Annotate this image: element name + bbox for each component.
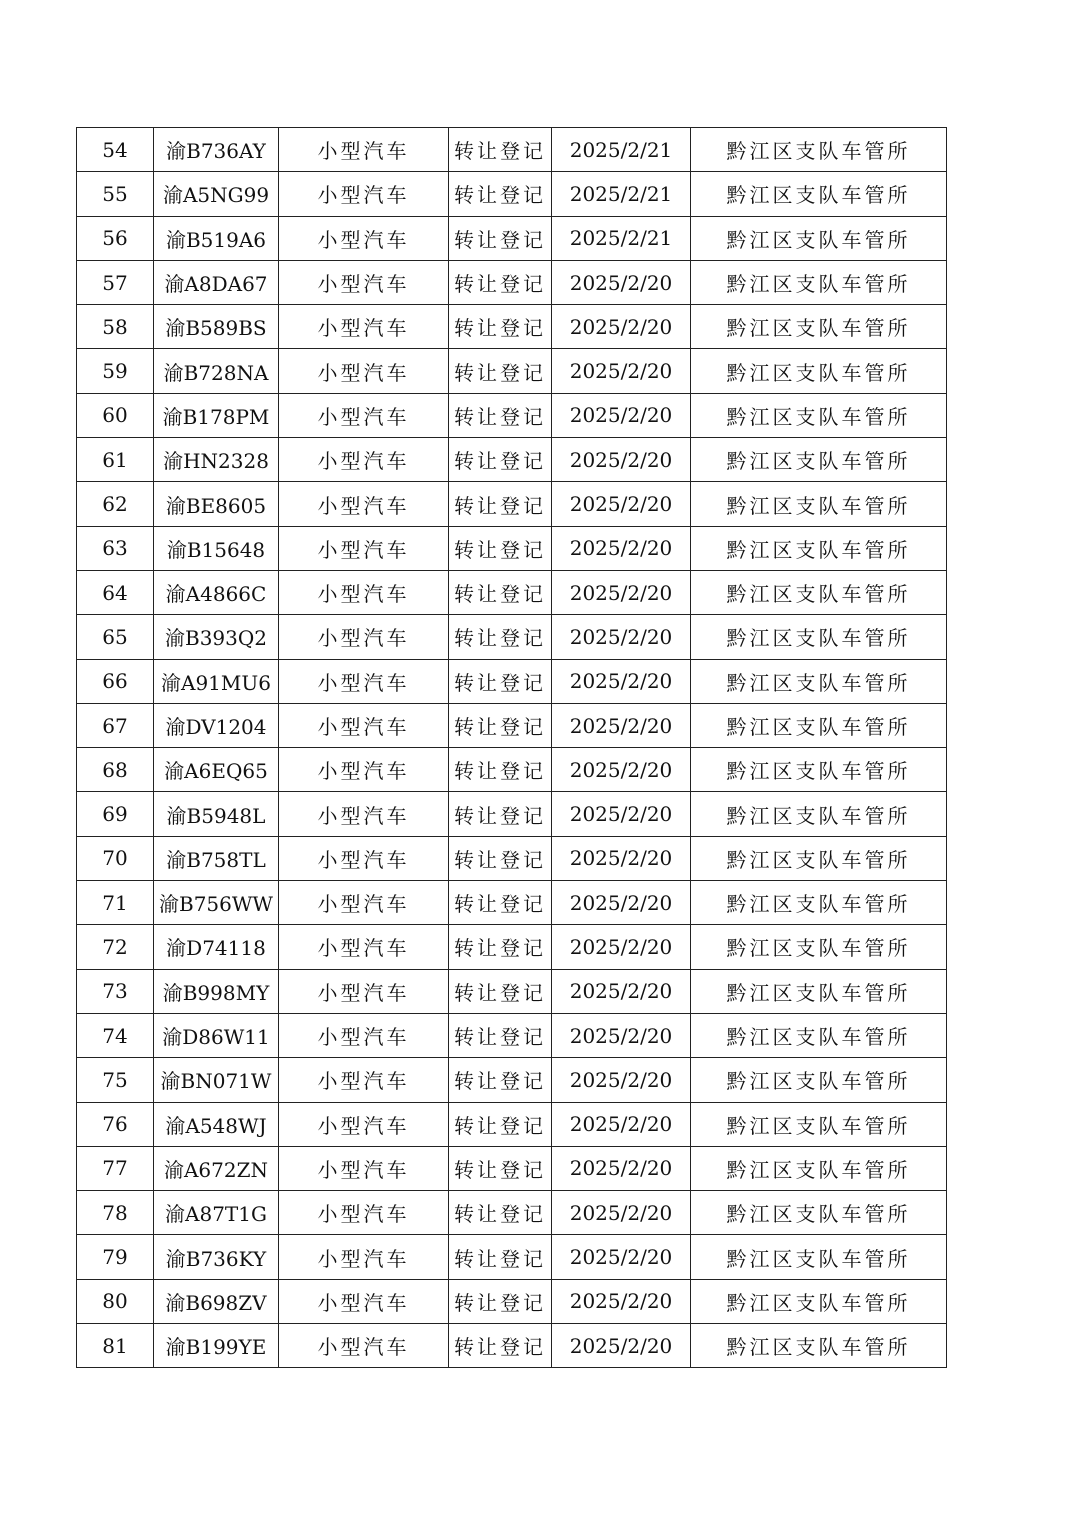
vehicle-type: 小型汽车 — [279, 1324, 449, 1368]
transaction-date: 2025/2/20 — [552, 881, 691, 925]
plate-number: 渝B393Q2 — [154, 615, 279, 659]
transaction-date: 2025/2/20 — [552, 260, 691, 304]
handling-office: 黔江区支队车管所 — [691, 1324, 947, 1368]
row-number: 79 — [77, 1235, 154, 1279]
business-type: 转让登记 — [449, 1058, 552, 1102]
handling-office: 黔江区支队车管所 — [691, 836, 947, 880]
plate-number: 渝B199YE — [154, 1324, 279, 1368]
business-type: 转让登记 — [449, 128, 552, 172]
plate-number: 渝A672ZN — [154, 1146, 279, 1190]
vehicle-type: 小型汽车 — [279, 1191, 449, 1235]
handling-office: 黔江区支队车管所 — [691, 260, 947, 304]
vehicle-type: 小型汽车 — [279, 748, 449, 792]
handling-office: 黔江区支队车管所 — [691, 659, 947, 703]
table-row — [77, 1235, 947, 1279]
business-type: 转让登记 — [449, 615, 552, 659]
row-number: 72 — [77, 925, 154, 969]
business-type: 转让登记 — [449, 482, 552, 526]
plate-number: 渝BE8605 — [154, 482, 279, 526]
transaction-date: 2025/2/20 — [552, 703, 691, 747]
business-type: 转让登记 — [449, 1146, 552, 1190]
plate-number: 渝BN071W — [154, 1058, 279, 1102]
row-number: 61 — [77, 438, 154, 482]
row-number: 71 — [77, 881, 154, 925]
business-type: 转让登记 — [449, 438, 552, 482]
handling-office: 黔江区支队车管所 — [691, 925, 947, 969]
plate-number: 渝B15648 — [154, 526, 279, 570]
row-number: 77 — [77, 1146, 154, 1190]
table-row — [77, 482, 947, 526]
row-number: 70 — [77, 836, 154, 880]
row-number: 64 — [77, 570, 154, 614]
row-number: 76 — [77, 1102, 154, 1146]
handling-office: 黔江区支队车管所 — [691, 438, 947, 482]
vehicle-type: 小型汽车 — [279, 836, 449, 880]
table-row — [77, 526, 947, 570]
plate-number: 渝B758TL — [154, 836, 279, 880]
vehicle-record-table — [76, 127, 947, 1368]
business-type: 转让登记 — [449, 305, 552, 349]
table-row — [77, 1279, 947, 1323]
handling-office: 黔江区支队车管所 — [691, 393, 947, 437]
handling-office: 黔江区支队车管所 — [691, 969, 947, 1013]
vehicle-type: 小型汽车 — [279, 260, 449, 304]
business-type: 转让登记 — [449, 881, 552, 925]
plate-number: 渝B736KY — [154, 1235, 279, 1279]
handling-office: 黔江区支队车管所 — [691, 703, 947, 747]
row-number: 62 — [77, 482, 154, 526]
business-type: 转让登记 — [449, 792, 552, 836]
transaction-date: 2025/2/20 — [552, 305, 691, 349]
handling-office: 黔江区支队车管所 — [691, 1279, 947, 1323]
business-type: 转让登记 — [449, 836, 552, 880]
table-row — [77, 1102, 947, 1146]
business-type: 转让登记 — [449, 1191, 552, 1235]
plate-number: 渝A5NG99 — [154, 172, 279, 216]
transaction-date: 2025/2/20 — [552, 925, 691, 969]
plate-number: 渝B589BS — [154, 305, 279, 349]
plate-number: 渝A91MU6 — [154, 659, 279, 703]
handling-office: 黔江区支队车管所 — [691, 128, 947, 172]
plate-number: 渝A6EQ65 — [154, 748, 279, 792]
business-type: 转让登记 — [449, 1279, 552, 1323]
table-row — [77, 570, 947, 614]
transaction-date: 2025/2/20 — [552, 349, 691, 393]
business-type: 转让登记 — [449, 1235, 552, 1279]
table-row — [77, 1146, 947, 1190]
plate-number: 渝B728NA — [154, 349, 279, 393]
vehicle-type: 小型汽车 — [279, 1146, 449, 1190]
plate-number: 渝D74118 — [154, 925, 279, 969]
vehicle-type: 小型汽车 — [279, 659, 449, 703]
table-row — [77, 438, 947, 482]
business-type: 转让登记 — [449, 570, 552, 614]
business-type: 转让登记 — [449, 1013, 552, 1057]
handling-office: 黔江区支队车管所 — [691, 1102, 947, 1146]
transaction-date: 2025/2/21 — [552, 128, 691, 172]
plate-number: 渝A87T1G — [154, 1191, 279, 1235]
row-number: 78 — [77, 1191, 154, 1235]
business-type: 转让登记 — [449, 659, 552, 703]
vehicle-type: 小型汽车 — [279, 570, 449, 614]
transaction-date: 2025/2/20 — [552, 570, 691, 614]
plate-number: 渝B698ZV — [154, 1279, 279, 1323]
plate-number: 渝B5948L — [154, 792, 279, 836]
vehicle-type: 小型汽车 — [279, 1058, 449, 1102]
vehicle-type: 小型汽车 — [279, 615, 449, 659]
row-number: 67 — [77, 703, 154, 747]
vehicle-type: 小型汽车 — [279, 925, 449, 969]
handling-office: 黔江区支队车管所 — [691, 526, 947, 570]
vehicle-type: 小型汽车 — [279, 1235, 449, 1279]
row-number: 59 — [77, 349, 154, 393]
handling-office: 黔江区支队车管所 — [691, 1013, 947, 1057]
table-row — [77, 349, 947, 393]
row-number: 63 — [77, 526, 154, 570]
row-number: 68 — [77, 748, 154, 792]
record-table-body — [77, 128, 947, 1368]
row-number: 54 — [77, 128, 154, 172]
business-type: 转让登记 — [449, 969, 552, 1013]
row-number: 56 — [77, 216, 154, 260]
transaction-date: 2025/2/20 — [552, 1146, 691, 1190]
row-number: 60 — [77, 393, 154, 437]
business-type: 转让登记 — [449, 260, 552, 304]
table-row — [77, 172, 947, 216]
transaction-date: 2025/2/20 — [552, 1058, 691, 1102]
business-type: 转让登记 — [449, 1102, 552, 1146]
row-number: 73 — [77, 969, 154, 1013]
handling-office: 黔江区支队车管所 — [691, 305, 947, 349]
handling-office: 黔江区支队车管所 — [691, 172, 947, 216]
business-type: 转让登记 — [449, 393, 552, 437]
vehicle-type: 小型汽车 — [279, 482, 449, 526]
business-type: 转让登记 — [449, 172, 552, 216]
business-type: 转让登记 — [449, 703, 552, 747]
row-number: 58 — [77, 305, 154, 349]
transaction-date: 2025/2/20 — [552, 526, 691, 570]
table-row — [77, 1013, 947, 1057]
handling-office: 黔江区支队车管所 — [691, 748, 947, 792]
transaction-date: 2025/2/20 — [552, 792, 691, 836]
vehicle-type: 小型汽车 — [279, 393, 449, 437]
vehicle-type: 小型汽车 — [279, 305, 449, 349]
vehicle-type: 小型汽车 — [279, 1102, 449, 1146]
table-row — [77, 1324, 947, 1368]
plate-number: 渝B519A6 — [154, 216, 279, 260]
vehicle-type: 小型汽车 — [279, 1013, 449, 1057]
handling-office: 黔江区支队车管所 — [691, 881, 947, 925]
table-row — [77, 393, 947, 437]
plate-number: 渝B998MY — [154, 969, 279, 1013]
plate-number: 渝B178PM — [154, 393, 279, 437]
transaction-date: 2025/2/20 — [552, 1324, 691, 1368]
vehicle-type: 小型汽车 — [279, 216, 449, 260]
transaction-date: 2025/2/20 — [552, 836, 691, 880]
transaction-date: 2025/2/21 — [552, 216, 691, 260]
row-number: 75 — [77, 1058, 154, 1102]
table-row — [77, 305, 947, 349]
handling-office: 黔江区支队车管所 — [691, 216, 947, 260]
plate-number: 渝B756WW — [154, 881, 279, 925]
vehicle-type: 小型汽车 — [279, 881, 449, 925]
table-row — [77, 836, 947, 880]
business-type: 转让登记 — [449, 1324, 552, 1368]
plate-number: 渝B736AY — [154, 128, 279, 172]
business-type: 转让登记 — [449, 925, 552, 969]
handling-office: 黔江区支队车管所 — [691, 482, 947, 526]
handling-office: 黔江区支队车管所 — [691, 1058, 947, 1102]
row-number: 80 — [77, 1279, 154, 1323]
transaction-date: 2025/2/20 — [552, 615, 691, 659]
row-number: 57 — [77, 260, 154, 304]
vehicle-type: 小型汽车 — [279, 349, 449, 393]
table-row — [77, 925, 947, 969]
handling-office: 黔江区支队车管所 — [691, 1191, 947, 1235]
transaction-date: 2025/2/20 — [552, 659, 691, 703]
vehicle-type: 小型汽车 — [279, 703, 449, 747]
table-row — [77, 792, 947, 836]
row-number: 74 — [77, 1013, 154, 1057]
table-row — [77, 216, 947, 260]
transaction-date: 2025/2/20 — [552, 482, 691, 526]
vehicle-type: 小型汽车 — [279, 172, 449, 216]
business-type: 转让登记 — [449, 748, 552, 792]
plate-number: 渝D86W11 — [154, 1013, 279, 1057]
row-number: 55 — [77, 172, 154, 216]
table-row — [77, 615, 947, 659]
table-row — [77, 1058, 947, 1102]
table-row — [77, 128, 947, 172]
plate-number: 渝HN2328 — [154, 438, 279, 482]
vehicle-type: 小型汽车 — [279, 438, 449, 482]
handling-office: 黔江区支队车管所 — [691, 1146, 947, 1190]
plate-number: 渝DV1204 — [154, 703, 279, 747]
transaction-date: 2025/2/20 — [552, 1235, 691, 1279]
handling-office: 黔江区支队车管所 — [691, 1235, 947, 1279]
table-row — [77, 748, 947, 792]
transaction-date: 2025/2/20 — [552, 1279, 691, 1323]
vehicle-type: 小型汽车 — [279, 526, 449, 570]
plate-number: 渝A548WJ — [154, 1102, 279, 1146]
row-number: 65 — [77, 615, 154, 659]
transaction-date: 2025/2/20 — [552, 1191, 691, 1235]
business-type: 转让登记 — [449, 216, 552, 260]
business-type: 转让登记 — [449, 349, 552, 393]
vehicle-type: 小型汽车 — [279, 1279, 449, 1323]
business-type: 转让登记 — [449, 526, 552, 570]
transaction-date: 2025/2/20 — [552, 748, 691, 792]
transaction-date: 2025/2/21 — [552, 172, 691, 216]
table-row — [77, 881, 947, 925]
row-number: 81 — [77, 1324, 154, 1368]
transaction-date: 2025/2/20 — [552, 393, 691, 437]
table-row — [77, 703, 947, 747]
row-number: 69 — [77, 792, 154, 836]
table-row — [77, 659, 947, 703]
plate-number: 渝A4866C — [154, 570, 279, 614]
table-row — [77, 260, 947, 304]
table-row — [77, 1191, 947, 1235]
transaction-date: 2025/2/20 — [552, 1013, 691, 1057]
vehicle-type: 小型汽车 — [279, 792, 449, 836]
vehicle-type: 小型汽车 — [279, 969, 449, 1013]
plate-number: 渝A8DA67 — [154, 260, 279, 304]
handling-office: 黔江区支队车管所 — [691, 615, 947, 659]
vehicle-type: 小型汽车 — [279, 128, 449, 172]
transaction-date: 2025/2/20 — [552, 438, 691, 482]
transaction-date: 2025/2/20 — [552, 1102, 691, 1146]
transaction-date: 2025/2/20 — [552, 969, 691, 1013]
handling-office: 黔江区支队车管所 — [691, 570, 947, 614]
handling-office: 黔江区支队车管所 — [691, 792, 947, 836]
table-row — [77, 969, 947, 1013]
handling-office: 黔江区支队车管所 — [691, 349, 947, 393]
row-number: 66 — [77, 659, 154, 703]
